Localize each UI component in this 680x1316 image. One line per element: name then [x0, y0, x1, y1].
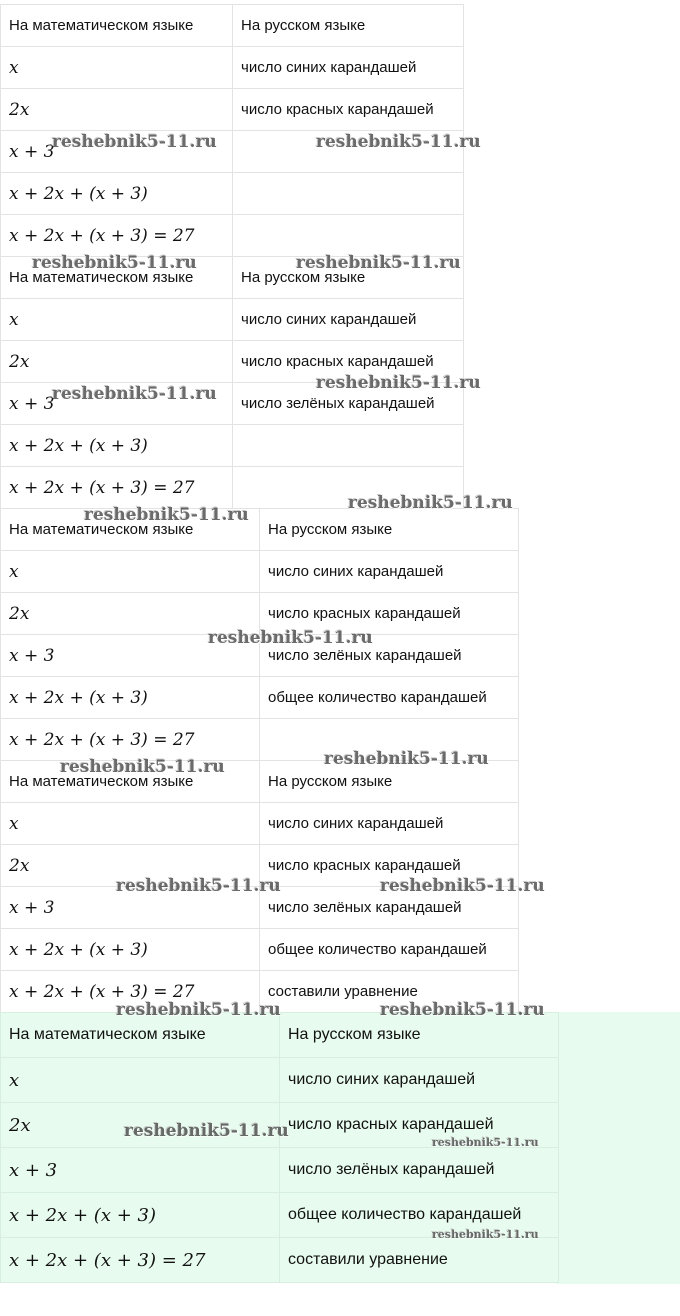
table-row	[1, 929, 519, 971]
highlight-background	[556, 1012, 680, 1284]
watermark: reshebnik5-11.ru	[84, 505, 249, 525]
math-expression: 2x	[1, 845, 260, 887]
table-header-row	[1, 509, 519, 551]
math-expression: x + 3	[1, 887, 260, 929]
header-russian-language: На русском языке	[280, 1013, 559, 1058]
math-translation-table-step-1	[0, 4, 464, 257]
math-expression: 2x	[1, 593, 260, 635]
watermark: reshebnik5-11.ru	[116, 1000, 281, 1020]
watermark: reshebnik5-11.ru	[432, 1136, 539, 1149]
table-row	[1, 47, 464, 89]
watermark: reshebnik5-11.ru	[380, 876, 545, 896]
math-expression: x + 3	[1, 635, 260, 677]
russian-description: общее количество карандашей	[260, 929, 519, 971]
math-expression: x + 3	[1, 131, 233, 173]
math-expression: x + 3	[1, 1148, 280, 1193]
math-expression: x + 2x + (x + 3)	[1, 425, 233, 467]
watermark: reshebnik5-11.ru	[432, 1228, 539, 1241]
header-math-language: На математическом языке	[1, 5, 233, 47]
watermark: reshebnik5-11.ru	[52, 384, 217, 404]
math-expression: x	[1, 1058, 280, 1103]
watermark: reshebnik5-11.ru	[116, 876, 281, 896]
math-expression: 2x	[1, 341, 233, 383]
math-expression: x	[1, 551, 260, 593]
russian-description	[233, 425, 464, 467]
watermark: reshebnik5-11.ru	[52, 132, 217, 152]
math-expression: x + 2x + (x + 3)	[1, 1193, 280, 1238]
math-expression: 2x	[1, 1103, 280, 1148]
table-row	[1, 1148, 559, 1193]
russian-description: общее количество карандашей	[260, 677, 519, 719]
russian-description: число зелёных карандашей	[260, 887, 519, 929]
table-row	[1, 677, 519, 719]
russian-description: число синих карандашей	[260, 551, 519, 593]
watermark: reshebnik5-11.ru	[316, 373, 481, 393]
header-russian-language: На русском языке	[260, 761, 519, 803]
russian-description: число зелёных карандашей	[233, 383, 464, 425]
russian-description: число красных карандашей	[233, 89, 464, 131]
header-russian-language: На русском языке	[233, 257, 464, 299]
table-row	[1, 1238, 559, 1283]
table-row	[1, 1058, 559, 1103]
russian-description: число синих карандашей	[233, 299, 464, 341]
math-expression: x + 2x + (x + 3)	[1, 677, 260, 719]
math-expression: x + 2x + (x + 3) = 27	[1, 719, 260, 761]
math-expression: x + 2x + (x + 3) = 27	[1, 971, 260, 1013]
math-expression: x + 2x + (x + 3) = 27	[1, 467, 233, 509]
header-russian-language: На русском языке	[260, 509, 519, 551]
math-expression: x + 2x + (x + 3) = 27	[1, 215, 233, 257]
table-row	[1, 299, 464, 341]
math-expression: x	[1, 47, 233, 89]
watermark: reshebnik5-11.ru	[380, 1000, 545, 1020]
watermark: reshebnik5-11.ru	[124, 1121, 289, 1141]
math-expression: x + 2x + (x + 3) = 27	[1, 1238, 280, 1283]
russian-description: число зелёных карандашей	[260, 635, 519, 677]
watermark: reshebnik5-11.ru	[316, 132, 481, 152]
table-row	[1, 89, 464, 131]
russian-description: число красных карандашей	[280, 1103, 559, 1148]
russian-description: число красных карандашей	[260, 845, 519, 887]
table-row	[1, 173, 464, 215]
russian-description	[233, 173, 464, 215]
header-math-language: На математическом языке	[1, 509, 260, 551]
math-expression: x + 2x + (x + 3)	[1, 929, 260, 971]
math-expression: x + 2x + (x + 3)	[1, 173, 233, 215]
russian-description: число синих карандашей	[280, 1058, 559, 1103]
russian-description: число синих карандашей	[260, 803, 519, 845]
watermark: reshebnik5-11.ru	[60, 757, 225, 777]
russian-description: составили уравнение	[260, 971, 519, 1013]
russian-description: число красных карандашей	[260, 593, 519, 635]
russian-description: число красных карандашей	[233, 341, 464, 383]
table-row	[1, 425, 464, 467]
table-header-row	[1, 5, 464, 47]
table-row	[1, 551, 519, 593]
watermark: reshebnik5-11.ru	[208, 628, 373, 648]
watermark: reshebnik5-11.ru	[348, 493, 513, 513]
russian-description: число синих карандашей	[233, 47, 464, 89]
header-math-language: На математическом языке	[1, 257, 233, 299]
math-expression: x + 3	[1, 383, 233, 425]
watermark: reshebnik5-11.ru	[32, 253, 197, 273]
watermark: reshebnik5-11.ru	[296, 253, 461, 273]
russian-description: составили уравнение	[280, 1238, 559, 1283]
watermark: reshebnik5-11.ru	[324, 749, 489, 769]
table-row	[1, 215, 464, 257]
russian-description: число зелёных карандашей	[280, 1148, 559, 1193]
header-russian-language: На русском языке	[233, 5, 464, 47]
math-expression: x	[1, 299, 233, 341]
header-math-language: На математическом языке	[1, 1013, 280, 1058]
header-math-language: На математическом языке	[1, 761, 260, 803]
table-row	[1, 803, 519, 845]
math-expression: 2x	[1, 89, 233, 131]
russian-description: общее количество карандашей	[280, 1193, 559, 1238]
russian-description	[233, 215, 464, 257]
math-expression: x	[1, 803, 260, 845]
